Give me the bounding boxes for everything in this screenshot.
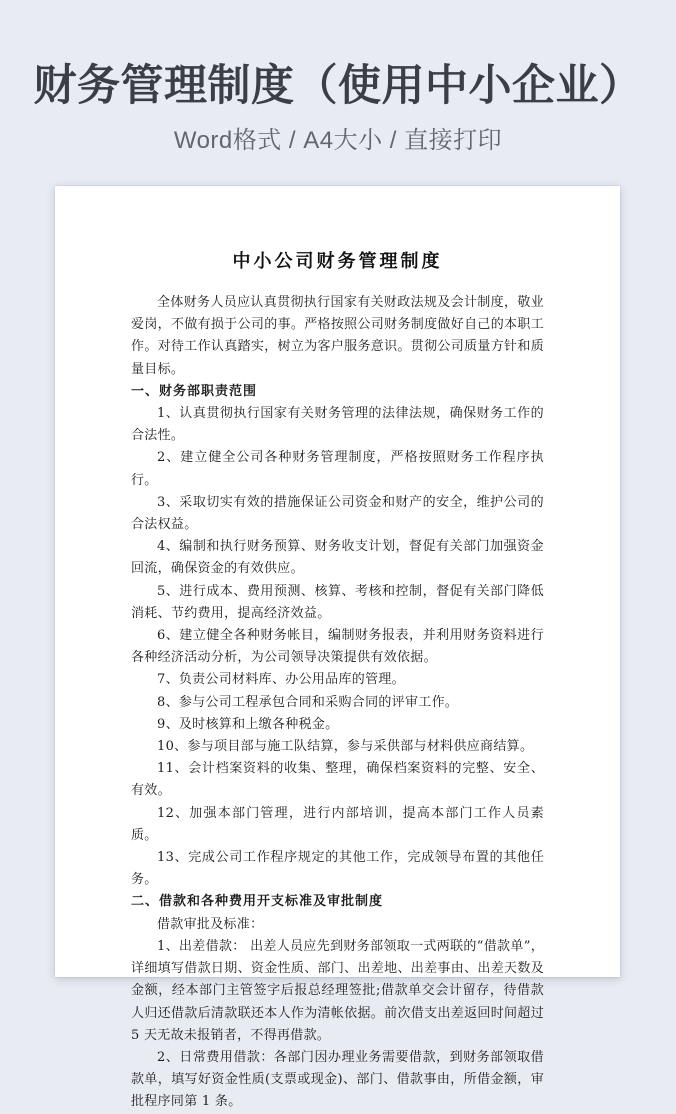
hero-header [0,0,676,155]
list-item: 5、进行成本、费用预测、核算、考核和控制，督促有关部门降低消耗、节约费用，提高经济效益。 [131,583,544,621]
list-item: 12、加强本部门管理，进行内部培训，提高本部门工作人员素质。 [131,805,544,843]
list-item: 1、认真贯彻执行国家有关财务管理的法律法规，确保财务工作的合法性。 [131,406,544,444]
list-item: 2、建立健全公司各种财务管理制度，严格按照财务工作程序执行。 [131,450,544,488]
document-title: 中小公司财务管理制度 [232,251,443,272]
list-item: 6、建立健全各种财务帐目，编制财务报表，并利用财务资料进行各种经济活动分析，为公司领导决策提供有效依据。 [131,628,544,666]
list-item: 借款审批及标准： [157,916,264,932]
list-item: 10、参与项目部与施工队结算，参与采供部与材料供应商结算。 [157,739,534,755]
list-item: 1、出差借款： 出差人员应先到财务部领取一式两联的“借款单”，详细填写借款日期、资金性质、部门、出差地、出差事由、出差天数及金额，经本部门主管签字后报总经理签批;借款单交会计留存，待借款人归还借款后清款联还本人作为清帐依据。前次借支出差返回时间超过 5 天无故未报销者，不得再借款。 [131,938,544,1043]
list-item: 2、日常费用借款：各部门因办理业务需要借款，到财务部领取借款单，填写好资金性质(支票或现金)、部门、借款事由，所借金额，审批程序同第 1 条。 [131,1049,544,1110]
hero-title: 财务管理制度（使用中小企业） [33,62,643,110]
list-item: 3、采取切实有效的措施保证公司资金和财产的安全，维护公司的合法权益。 [131,494,544,533]
section-1-heading: 一、财务部职责范围 [131,383,258,399]
list-item: 4、编制和执行财务预算、财务收支计划，督促有关部门加强资金回流，确保资金的有效供应。 [131,539,544,577]
list-item: 13、完成公司工作程序规定的其他工作，完成领导布置的其他任务。 [131,850,544,888]
hero-subtitle: Word格式 / A4大小 / 直接打印 [173,126,503,154]
document-page [55,186,620,1110]
section-2-heading: 二、借款和各种费用开支标准及审批制度 [131,894,384,910]
intro-paragraph: 全体财务人员应认真贯彻执行国家有关财政法规及会计制度，敬业爱岗，不做有损于公司的事。严格按照公司财务制度做好自己的本职工作。对待工作认真踏实，树立为客户服务意识。贯彻公司质量方针和质量目标。 [131,295,544,377]
list-item: 7、负责公司材料库、办公用品库的管理。 [157,672,405,688]
list-item: 9、及时核算和上缴各种税金。 [157,716,339,732]
list-item: 11、会计档案资料的收集、整理，确保档案资料的完整、安全、有效。 [131,761,544,799]
list-item: 8、参与公司工程承包合同和采购合同的评审工作。 [157,694,459,710]
